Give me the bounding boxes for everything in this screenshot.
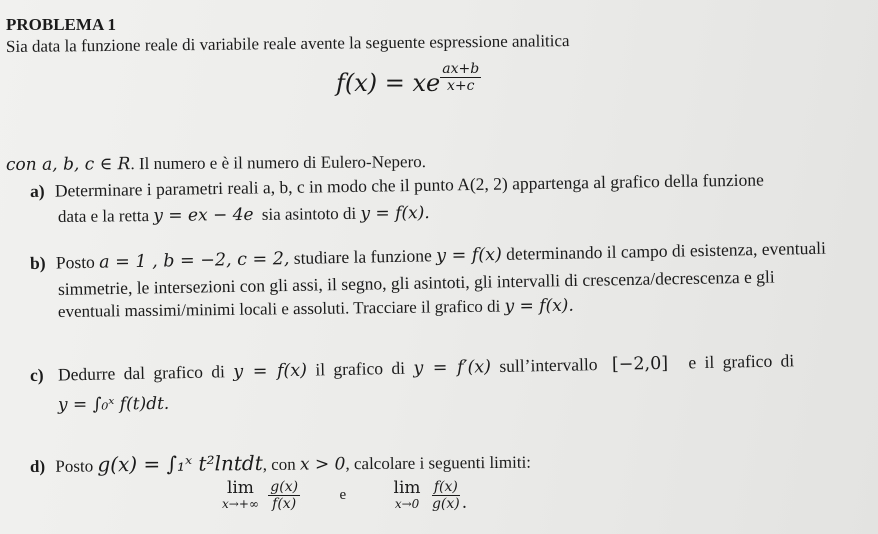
- part-c-derivative-math: y = f′(x): [413, 357, 492, 379]
- limit-1-den: f(x): [272, 496, 297, 512]
- problem-heading: PROBLEMA 1: [6, 15, 117, 34]
- part-c-line1: [30, 351, 795, 386]
- formula-exponent: [440, 62, 481, 93]
- exponent-denominator: x+c: [446, 78, 475, 94]
- part-a-function-math: y = f(x).: [360, 203, 430, 224]
- limit-2-den: g(x): [431, 496, 460, 512]
- part-d-pre: Posto: [55, 456, 94, 476]
- part-c-interval-math: [−2,0]: [611, 353, 669, 375]
- part-c-function-math: y = f(x): [233, 360, 308, 383]
- part-c-label: c): [29, 364, 44, 385]
- part-b-line2: simmetrie, le intersezioni con gli assi, il segno, gli asintoti, gli intervalli di crescenza/decrescenza e gli: [57, 266, 775, 299]
- limit-2-word: lim: [393, 478, 421, 499]
- intro-text: Sia data la funzione reale di variabile reale avente la seguente espressione analitica: [5, 31, 570, 56]
- formula-lhs: f(x) = xe: [336, 69, 441, 97]
- part-d-line1: [30, 450, 531, 477]
- part-b-post: determinando il campo di esistenza, eventuali: [505, 237, 827, 264]
- limit-2-num: f(x): [433, 479, 458, 495]
- part-b-params-math: a = 1 , b = −2, c = 2,: [99, 249, 290, 273]
- part-d-post: , calcolare i seguenti limiti:: [345, 452, 532, 474]
- asymptote-math: y = ex − 4e: [153, 204, 254, 227]
- params-text: . Il numero e è il numero di Eulero-Nepero.: [130, 152, 427, 174]
- part-a-text1: Determinare i parametri reali a, b, c in modo che il punto A(2, 2) appartenga al grafico della funzione: [54, 169, 764, 201]
- limit-1-word: lim: [226, 478, 254, 499]
- part-d-label: d): [29, 456, 46, 476]
- part-d-mid: , con: [262, 454, 296, 474]
- part-d-limits: [222, 480, 467, 513]
- limit-2-fraction: [430, 480, 462, 511]
- params-math: con a, b, c ∈ R: [5, 154, 131, 175]
- params-line: [6, 153, 426, 175]
- part-b-label: b): [29, 252, 46, 273]
- limit-2-sub: x→0: [394, 497, 420, 512]
- limit-1-num: g(x): [270, 479, 299, 495]
- part-b-function-math: y = f(x): [435, 244, 503, 267]
- part-b-pre: Posto: [55, 251, 96, 273]
- part-c-mid: il grafico di: [315, 357, 406, 380]
- exponent-numerator: ax+b: [442, 61, 480, 77]
- part-c-integral-math: y = ∫₀ˣ f(t)dt.: [57, 393, 170, 415]
- main-formula: [336, 62, 481, 96]
- part-b-line3: [58, 297, 574, 322]
- part-c-post: e il grafico di: [688, 350, 795, 373]
- part-a-pre: data e la retta: [57, 206, 150, 226]
- part-c-pre: Dedurre dal grafico di: [57, 361, 226, 385]
- part-b-mid: studiare la funzione: [293, 245, 432, 268]
- part-a-line1: [30, 170, 764, 201]
- part-b-line3-pre: eventuali massimi/minimi locali e assoluti. Tracciare il grafico di: [57, 296, 501, 321]
- limit-2-tail: .: [461, 493, 468, 513]
- limit-1-fraction: [268, 480, 300, 511]
- limit-2: [394, 480, 421, 510]
- limit-1: [222, 480, 259, 510]
- part-d-condition-math: x > 0: [299, 454, 346, 475]
- part-d-g-definition-math: g(x) = ∫₁ˣ t²lntdt: [97, 450, 263, 477]
- part-a-label: a): [29, 180, 45, 201]
- part-c-mid2: sull’intervallo: [499, 354, 598, 376]
- part-b-line3-math: y = f(x).: [504, 295, 574, 317]
- limit-connector: e: [339, 487, 347, 504]
- part-a-mid: sia asintoto di: [261, 203, 357, 224]
- limit-1-sub: x→+∞: [222, 497, 259, 512]
- part-a-line2: [58, 204, 430, 227]
